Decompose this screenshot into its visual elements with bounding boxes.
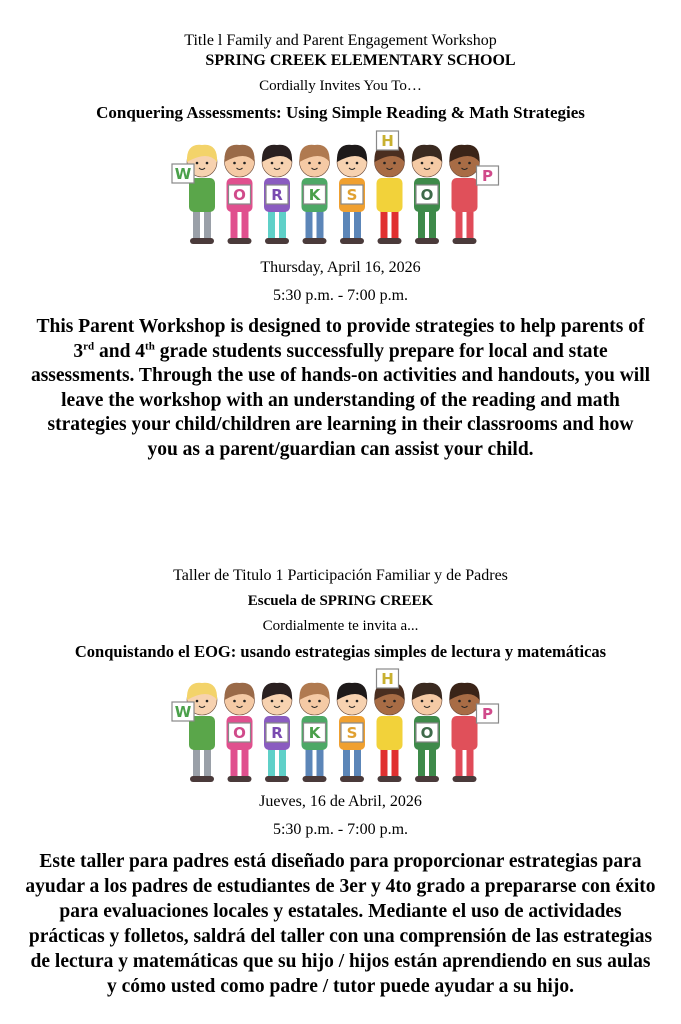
letter-card-text: O	[420, 186, 434, 204]
kid-figure	[374, 669, 404, 782]
kid-eye	[346, 162, 349, 165]
letter-card-text: K	[308, 724, 321, 742]
kid-leg	[306, 208, 313, 240]
kid-shoes	[303, 238, 327, 244]
kid-eye	[318, 700, 321, 703]
kid-eye	[206, 162, 209, 165]
kid-figure	[224, 683, 254, 782]
letter-card-text: O	[233, 186, 246, 204]
kid-leg	[317, 746, 324, 778]
kid-eye	[308, 162, 311, 165]
kid-eye	[206, 700, 209, 703]
letter-card-text: W	[174, 165, 192, 183]
school-name-es: Escuela de SPRING CREEK	[247, 593, 434, 609]
kid-figure	[449, 145, 498, 244]
letter-card-text: O	[420, 724, 434, 742]
kid-shoes	[265, 776, 289, 782]
description: This Parent Workshop is designed to provide strategies to help parents of 3rd and 4th grade students successfully prepare for local and state assessments. Through the use of hands-on activities and handouts, you will leave the workshop with an understanding of the reading and math strategies your child/children are learning in their classrooms and how you as a parent/guardian can assist your child.	[30, 316, 651, 460]
kid-eye	[196, 162, 199, 165]
kid-figure	[337, 145, 367, 244]
kid-eye	[346, 700, 349, 703]
kid-eye	[468, 700, 471, 703]
workshop-kids-image	[170, 130, 510, 248]
kid-body	[452, 178, 478, 212]
kid-leg	[193, 746, 200, 778]
kid-leg	[231, 208, 238, 240]
kid-shoes	[453, 776, 477, 782]
letter-card-text: R	[271, 724, 283, 742]
kid-leg	[354, 746, 361, 778]
kid-leg	[279, 208, 286, 240]
event-date-es: Jueves, 16 de Abril, 2026	[259, 793, 422, 810]
program-title-es: Taller de Titulo 1 Participación Familiar y de Padres	[173, 567, 508, 584]
kid-eye	[281, 700, 284, 703]
letter-card-text: P	[482, 705, 493, 723]
kid-eye	[233, 162, 236, 165]
kid-leg	[306, 746, 313, 778]
kid-eye	[431, 700, 434, 703]
kid-eye	[421, 700, 424, 703]
kid-figure	[262, 683, 292, 782]
workshop-kids-image-es	[170, 668, 510, 786]
kid-figure	[374, 131, 404, 244]
kid-leg	[381, 208, 388, 240]
letter-card-text: P	[482, 167, 493, 185]
letter-card-text: W	[174, 703, 192, 721]
kid-figure	[337, 683, 367, 782]
kid-shoes	[303, 776, 327, 782]
kid-eye	[458, 700, 461, 703]
letter-card-text: S	[346, 186, 358, 204]
kid-shoes	[415, 238, 439, 244]
kid-leg	[343, 208, 350, 240]
kid-figure	[412, 683, 442, 782]
workshop-title-es: Conquistando el EOG: usando estrategias simples de lectura y matemáticas	[74, 642, 607, 661]
kid-shoes	[190, 776, 214, 782]
kid-leg	[242, 746, 249, 778]
school-name: SPRING CREEK ELEMENTARY SCHOOL	[205, 52, 516, 69]
kid-eye	[281, 162, 284, 165]
letter-card-text: H	[381, 670, 394, 688]
kid-leg	[242, 208, 249, 240]
kid-eye	[271, 162, 274, 165]
kid-body	[377, 178, 403, 212]
event-time-es: 5:30 p.m. - 7:00 p.m.	[272, 821, 409, 838]
kid-leg	[456, 746, 463, 778]
kid-shoes	[415, 776, 439, 782]
kid-figure	[449, 683, 498, 782]
kid-shoes	[453, 238, 477, 244]
kid-leg	[381, 746, 388, 778]
kid-eye	[271, 700, 274, 703]
kid-leg	[193, 208, 200, 240]
kid-eye	[383, 700, 386, 703]
kid-leg	[343, 746, 350, 778]
kid-shoes	[340, 776, 364, 782]
kid-figure	[299, 145, 329, 244]
kid-figure	[172, 683, 217, 782]
kid-leg	[429, 746, 436, 778]
kid-eye	[318, 162, 321, 165]
letter-card-text: R	[271, 186, 283, 204]
kid-figure	[172, 145, 217, 244]
kid-leg	[467, 746, 474, 778]
kid-leg	[204, 746, 211, 778]
kid-shoes	[378, 238, 402, 244]
letter-card-text: K	[308, 186, 321, 204]
kid-eye	[393, 162, 396, 165]
kid-leg	[317, 208, 324, 240]
kid-shoes	[190, 238, 214, 244]
kid-eye	[421, 162, 424, 165]
description-es: Este taller para padres está diseñado para proporcionar estrategias para ayudar a los padres de estudiantes de 3er y 4to grado a prepararse con éxito para evaluaciones locales y estatales. Mediante el uso de actividades prácticas y folletos, saldrá del taller con una comprensión de las estrategias de lectura y matemáticas que su hijo / hijos están aprendiendo en sus aulas y cómo usted como padre / tutor puede ayudar a su hijo.	[25, 851, 656, 997]
kid-leg	[392, 208, 399, 240]
kid-leg	[429, 208, 436, 240]
kid-leg	[467, 208, 474, 240]
kid-shoes	[228, 238, 252, 244]
kid-body	[377, 716, 403, 750]
kid-body	[452, 716, 478, 750]
kid-figure	[299, 683, 329, 782]
kid-eye	[431, 162, 434, 165]
kid-leg	[418, 208, 425, 240]
kid-leg	[268, 208, 275, 240]
kid-eye	[393, 700, 396, 703]
kid-leg	[204, 208, 211, 240]
kid-eye	[233, 700, 236, 703]
letter-card-text: H	[381, 132, 394, 150]
kid-leg	[354, 208, 361, 240]
invite-line-es: Cordialmente te invita a...	[262, 618, 419, 634]
kid-eye	[308, 700, 311, 703]
kid-figure	[224, 145, 254, 244]
invite-line: Cordially Invites You To…	[259, 78, 422, 94]
kid-eye	[468, 162, 471, 165]
letter-card-text: O	[233, 724, 246, 742]
kid-leg	[392, 746, 399, 778]
kid-leg	[418, 746, 425, 778]
kid-shoes	[265, 238, 289, 244]
kid-shoes	[340, 238, 364, 244]
kid-leg	[268, 746, 275, 778]
kid-eye	[458, 162, 461, 165]
kid-eye	[196, 700, 199, 703]
kid-eye	[383, 162, 386, 165]
workshop-title: Conquering Assessments: Using Simple Reading & Math Strategies	[96, 103, 585, 122]
letter-card-text: S	[346, 724, 358, 742]
event-time: 5:30 p.m. - 7:00 p.m.	[272, 287, 409, 304]
kid-eye	[243, 700, 246, 703]
kid-shoes	[228, 776, 252, 782]
kid-shoes	[378, 776, 402, 782]
kid-eye	[356, 162, 359, 165]
kid-eye	[356, 700, 359, 703]
kid-figure	[262, 145, 292, 244]
kid-eye	[243, 162, 246, 165]
kid-figure	[412, 145, 442, 244]
kid-leg	[279, 746, 286, 778]
event-date: Thursday, April 16, 2026	[260, 259, 421, 276]
kid-leg	[231, 746, 238, 778]
program-title: Title l Family and Parent Engagement Workshop	[184, 32, 497, 49]
kid-leg	[456, 208, 463, 240]
